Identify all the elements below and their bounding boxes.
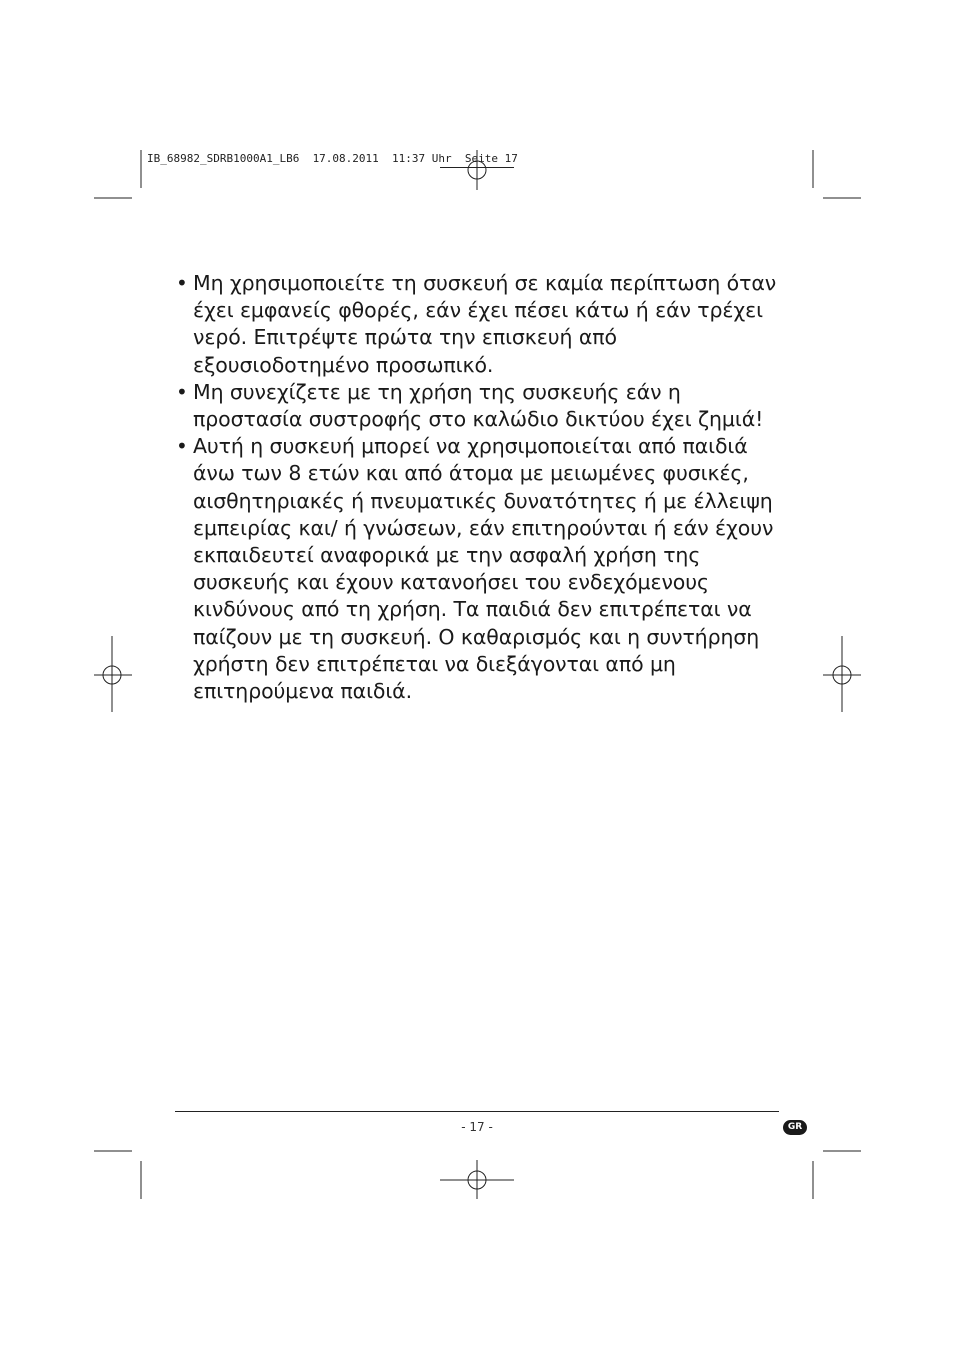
list-item-text: Μη χρησιμοποιείτε τη συσκευή σε καμία περίπτωση όταν έχει εμφανείς φθορές, εάν έχει πέσει κάτω ή εάν τρέχει νερό. Επιτρέψτε πρώτα την επισκευή από εξουσιοδοτημένο προσωπικό. xyxy=(193,271,777,377)
slug-underline xyxy=(440,167,514,168)
footer-divider xyxy=(175,1111,779,1112)
list-item xyxy=(172,270,792,379)
print-slug: IB_68982_SDRB1000A1_LB6 17.08.2011 11:37 Uhr Seite 17 xyxy=(147,152,518,165)
bullet-icon: • xyxy=(176,379,188,404)
bullet-icon: • xyxy=(176,434,188,459)
list-item xyxy=(172,433,792,705)
list-item-text: Αυτή η συσκευή μπορεί να χρησιμοποιείται από παιδιά άνω των 8 ετών και από άτομα με μειωμένες φυσικές, αισθητηριακές ή πνευματικές δυνατότητες ή με έλλειψη εμπειρίας και/ ή γνώσεων, εάν επιτηρούνται ή εάν έχουν εκπαιδευτεί αναφορικά με την ασφαλή χρήση της συσκευής και έχουν κατανοήσει του ενδεχόμενους κινδύνους από τη χρήση. Τα παιδιά δεν επιτρέπεται να παίζουν με τη συσκευή. Ο καθαρισμός και η συντήρηση χρήστη δεν επιτρέπεται να διεξάγονται από μη επιτηρούμενα παιδιά. xyxy=(193,434,774,704)
page-number: - 17 - xyxy=(461,1120,493,1134)
bullet-list xyxy=(172,270,792,705)
list-item-text: Μη συνεχίζετε με τη χρήση της συσκευής εάν η προστασία συστροφής στο καλώδιο δικτύου έχει ζημιά! xyxy=(193,379,764,432)
safety-instructions xyxy=(172,270,792,705)
language-badge: GR xyxy=(783,1120,807,1135)
bullet-icon: • xyxy=(176,271,188,295)
list-item xyxy=(172,379,792,433)
